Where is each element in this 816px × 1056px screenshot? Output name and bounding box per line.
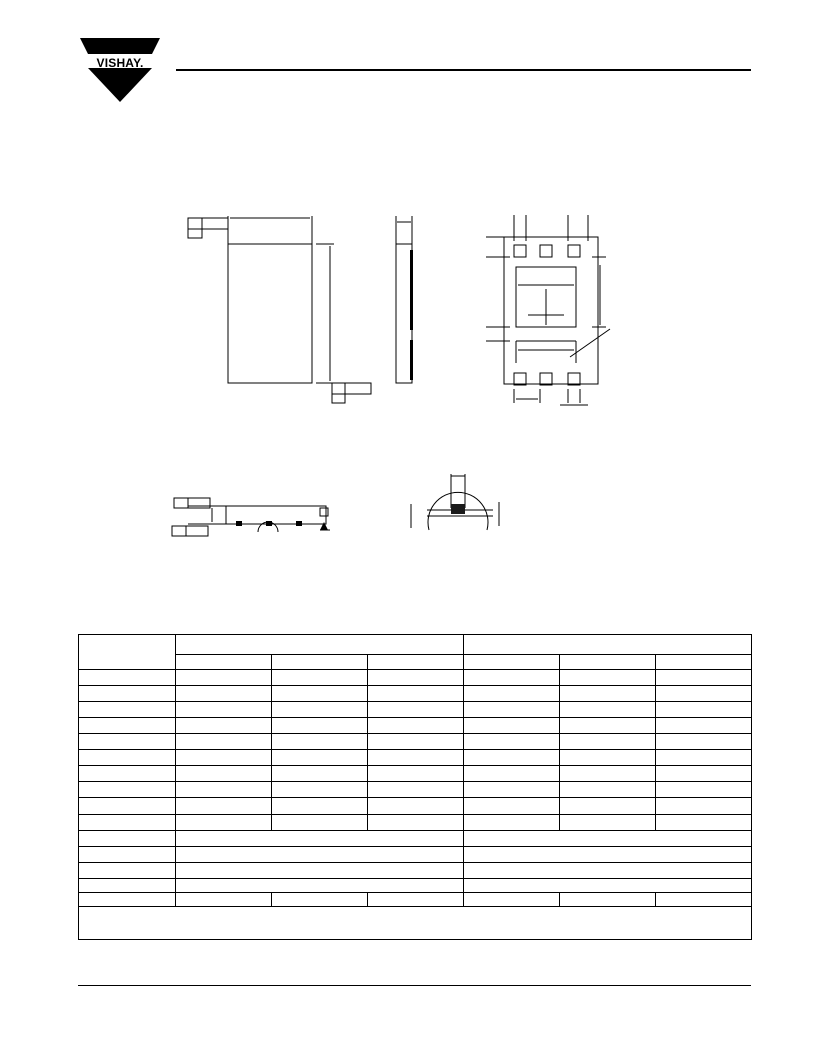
table-row bbox=[79, 718, 752, 734]
table-row-merged bbox=[79, 846, 752, 862]
table-row bbox=[79, 734, 752, 750]
table-subheader-cell bbox=[464, 655, 560, 670]
table-row bbox=[79, 686, 752, 702]
front-view-drawing bbox=[168, 494, 338, 540]
table-subheader-cell bbox=[272, 655, 368, 670]
table-row bbox=[79, 702, 752, 718]
footer-rule bbox=[78, 985, 751, 986]
logo-wordmark: VISHAY. bbox=[96, 56, 144, 70]
table-row bbox=[79, 670, 752, 686]
table-row-merged bbox=[79, 878, 752, 892]
detail-view-drawing bbox=[405, 468, 515, 540]
table-header-row bbox=[79, 635, 752, 655]
table-row bbox=[79, 782, 752, 798]
vishay-logo bbox=[74, 36, 166, 102]
table-header-cell bbox=[176, 635, 464, 655]
bottom-view-drawing bbox=[480, 205, 630, 415]
table-subheader-row bbox=[79, 655, 752, 670]
table-subheader-cell bbox=[656, 655, 752, 670]
table-row bbox=[79, 798, 752, 814]
table-row bbox=[79, 892, 752, 906]
table-row-merged bbox=[79, 830, 752, 846]
table-row bbox=[79, 814, 752, 830]
header-rule bbox=[176, 69, 751, 71]
side-view-drawing bbox=[390, 210, 430, 390]
dimensions-table bbox=[78, 634, 752, 940]
table-subheader-cell bbox=[368, 655, 464, 670]
table-subheader-cell bbox=[560, 655, 656, 670]
table-row bbox=[79, 766, 752, 782]
top-view-drawing bbox=[180, 210, 380, 410]
table-row-merged bbox=[79, 862, 752, 878]
table-subheader-cell bbox=[176, 655, 272, 670]
table-header-cell bbox=[464, 635, 752, 655]
table-notes-row bbox=[79, 906, 752, 939]
table-header-cell bbox=[79, 635, 176, 670]
table-row bbox=[79, 750, 752, 766]
